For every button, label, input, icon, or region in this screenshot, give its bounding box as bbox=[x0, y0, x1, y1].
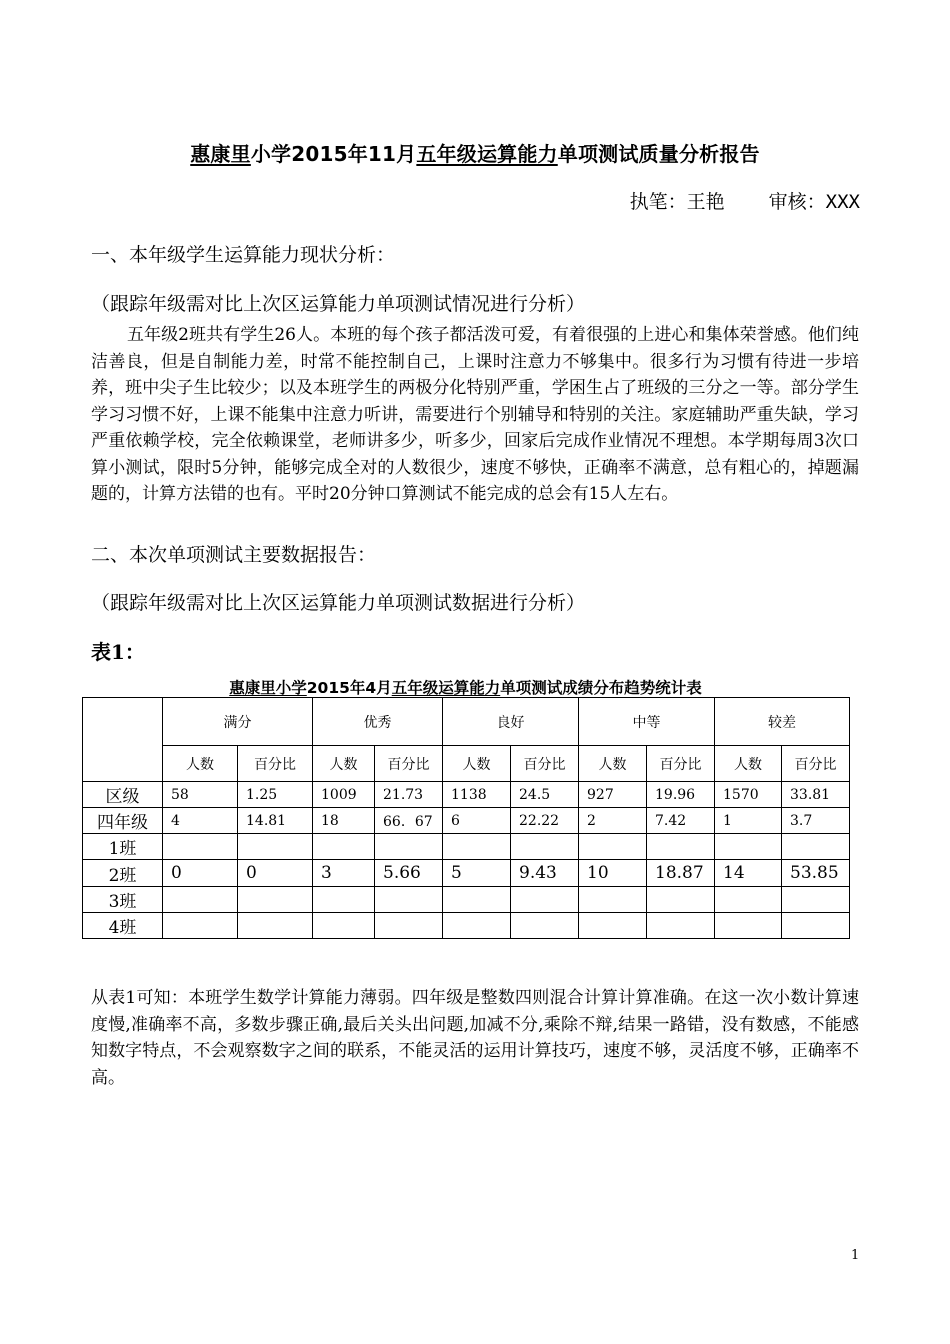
table-cell: 58 bbox=[163, 782, 238, 808]
table-cell bbox=[238, 913, 313, 939]
table-cell bbox=[163, 913, 238, 939]
section1-note: （跟踪年级需对比上次区运算能力单项测试情况进行分析） bbox=[91, 293, 586, 315]
table-cell bbox=[511, 834, 579, 860]
table-row bbox=[83, 913, 850, 939]
table-cell bbox=[511, 913, 579, 939]
table-cell bbox=[782, 887, 850, 913]
title-rest: 单项测试质量分析报告 bbox=[557, 142, 760, 166]
table-cell: 9.43 bbox=[511, 860, 579, 887]
table-header-sub bbox=[83, 746, 850, 782]
table-cell bbox=[443, 913, 511, 939]
table-cell bbox=[238, 834, 313, 860]
table-cell: 14 bbox=[715, 860, 782, 887]
row-label: 3班 bbox=[83, 887, 163, 913]
table-header-groups bbox=[83, 698, 850, 746]
writer: 执笔：王艳 bbox=[629, 191, 725, 213]
table-row bbox=[83, 860, 850, 887]
table-cell: 33.81 bbox=[782, 782, 850, 808]
table-cell bbox=[511, 887, 579, 913]
table-title-school: 惠康里小学 bbox=[229, 679, 307, 697]
section2-note: （跟踪年级需对比上次区运算能力单项测试数据进行分析） bbox=[91, 592, 586, 614]
table-cell: 18 bbox=[313, 808, 375, 834]
table-cell bbox=[715, 913, 782, 939]
table-cell bbox=[313, 887, 375, 913]
table-cell: 4 bbox=[163, 808, 238, 834]
sub-header: 百分比 bbox=[782, 746, 850, 782]
table-cell: 18.87 bbox=[647, 860, 715, 887]
row-label: 1班 bbox=[83, 834, 163, 860]
sub-header: 人数 bbox=[715, 746, 782, 782]
table-cell: 24.5 bbox=[511, 782, 579, 808]
table-title-rest: 单项测试成绩分布趋势统计表 bbox=[500, 679, 702, 697]
table-cell bbox=[238, 887, 313, 913]
sub-header: 百分比 bbox=[647, 746, 715, 782]
table-cell bbox=[443, 834, 511, 860]
section1-paragraph: 五年级2班共有学生26人。本班的每个孩子都活泼可爱，有着很强的上进心和集体荣誉感。他们纯洁善良，但是自制能力差，时常不能控制自己，上课时注意力不够集中。很多行为习惯有待进一步培养，班中尖子生比较少；以及本班学生的两极分化特别严重，学困生占了班级的三分之一等。部分学生学习习惯不好，上课不能集中注意力听讲，需要进行个别辅导和特别的关注。家庭辅助严重失缺，学习严重依赖学校，完全依赖课堂，老师讲多少，听多少，回家后完成作业情况不理想。本学期每周3次口算小测试，限时5分钟，能够完成全对的人数很少，速度不够快，正确率不满意，总有粗心的，掉题漏题的，计算方法错的也有。平时20分钟口算测试不能完成的总会有15人左右。 bbox=[91, 325, 859, 504]
sub-header: 人数 bbox=[443, 746, 511, 782]
group-header: 满分 bbox=[163, 698, 313, 746]
section1-heading: 一、本年级学生运算能力现状分析： bbox=[91, 244, 396, 266]
table-cell bbox=[715, 834, 782, 860]
table-cell: 927 bbox=[579, 782, 647, 808]
table-cell: 21.73 bbox=[375, 782, 443, 808]
group-header: 较差 bbox=[715, 698, 850, 746]
sub-header: 人数 bbox=[163, 746, 238, 782]
table-cell bbox=[375, 834, 443, 860]
table-cell: 7.42 bbox=[647, 808, 715, 834]
group-header: 中等 bbox=[579, 698, 715, 746]
score-distribution-table bbox=[82, 697, 850, 939]
table-cell bbox=[782, 913, 850, 939]
table-cell: 14.81 bbox=[238, 808, 313, 834]
sub-header: 人数 bbox=[313, 746, 375, 782]
row-label: 4班 bbox=[83, 913, 163, 939]
table-cell: 1009 bbox=[313, 782, 375, 808]
table-cell: 1 bbox=[715, 808, 782, 834]
table-cell: 22.22 bbox=[511, 808, 579, 834]
table-cell: 53.85 bbox=[782, 860, 850, 887]
table-cell bbox=[782, 834, 850, 860]
table-cell: 19.96 bbox=[647, 782, 715, 808]
table-cell bbox=[579, 913, 647, 939]
table-label: 表1： bbox=[91, 640, 145, 664]
report-title bbox=[0, 138, 950, 167]
table-cell bbox=[579, 834, 647, 860]
row-label: 区级 bbox=[83, 782, 163, 808]
table-title bbox=[82, 676, 849, 698]
table-cell: 1570 bbox=[715, 782, 782, 808]
table-row bbox=[83, 834, 850, 860]
table-cell bbox=[647, 913, 715, 939]
table-cell bbox=[313, 834, 375, 860]
group-header: 良好 bbox=[443, 698, 579, 746]
title-school: 惠康里 bbox=[190, 142, 251, 166]
reviewer: 审核：XXX bbox=[768, 191, 860, 213]
table-cell bbox=[579, 887, 647, 913]
table-cell: 1.25 bbox=[238, 782, 313, 808]
table-cell: 1138 bbox=[443, 782, 511, 808]
table-cell: 3 bbox=[313, 860, 375, 887]
section2-heading: 二、本次单项测试主要数据报告： bbox=[91, 544, 377, 566]
table-cell: 5.66 bbox=[375, 860, 443, 887]
table-cell bbox=[163, 887, 238, 913]
row-label: 四年级 bbox=[83, 808, 163, 834]
table-row bbox=[83, 808, 850, 834]
page-number: 1 bbox=[851, 1248, 860, 1263]
table-cell: 0 bbox=[163, 860, 238, 887]
table-cell: 10 bbox=[579, 860, 647, 887]
table-cell bbox=[647, 834, 715, 860]
table-cell bbox=[375, 913, 443, 939]
table-cell: 6 bbox=[443, 808, 511, 834]
table-title-subject: 五年级运算能力 bbox=[391, 679, 501, 697]
conclusion-paragraph: 从表1可知：本班学生数学计算能力薄弱。四年级是整数四则混合计算计算准确。在这一次小数计算速度慢,准确率不高，多数步骤正确,最后关头出问题,加减不分,乘除不辩,结果一路错，没有数感，不能感知数字特点，不会观察数字之间的联系，不能灵活的运用计算技巧，速度不够，灵活度不够，正确率不高。 bbox=[91, 988, 859, 1088]
row-label: 2班 bbox=[83, 860, 163, 887]
group-header: 优秀 bbox=[313, 698, 443, 746]
table-cell: 66．67 bbox=[375, 808, 443, 834]
table-cell: 0 bbox=[238, 860, 313, 887]
table-cell: 2 bbox=[579, 808, 647, 834]
table-cell bbox=[313, 913, 375, 939]
table-corner-cell bbox=[83, 698, 163, 782]
title-subject: 五年级运算能力 bbox=[416, 142, 558, 166]
table-cell bbox=[375, 887, 443, 913]
title-date: 小学2015年11月 bbox=[250, 142, 417, 166]
table-cell bbox=[715, 887, 782, 913]
sub-header: 人数 bbox=[579, 746, 647, 782]
table-cell: 5 bbox=[443, 860, 511, 887]
table-cell bbox=[163, 834, 238, 860]
table-cell bbox=[647, 887, 715, 913]
table-row bbox=[83, 782, 850, 808]
table-cell: 3.7 bbox=[782, 808, 850, 834]
sub-header: 百分比 bbox=[511, 746, 579, 782]
table-row bbox=[83, 887, 850, 913]
table-title-date: 2015年4月 bbox=[306, 679, 392, 697]
table-cell bbox=[443, 887, 511, 913]
sub-header: 百分比 bbox=[238, 746, 313, 782]
author-line bbox=[630, 187, 860, 214]
sub-header: 百分比 bbox=[375, 746, 443, 782]
